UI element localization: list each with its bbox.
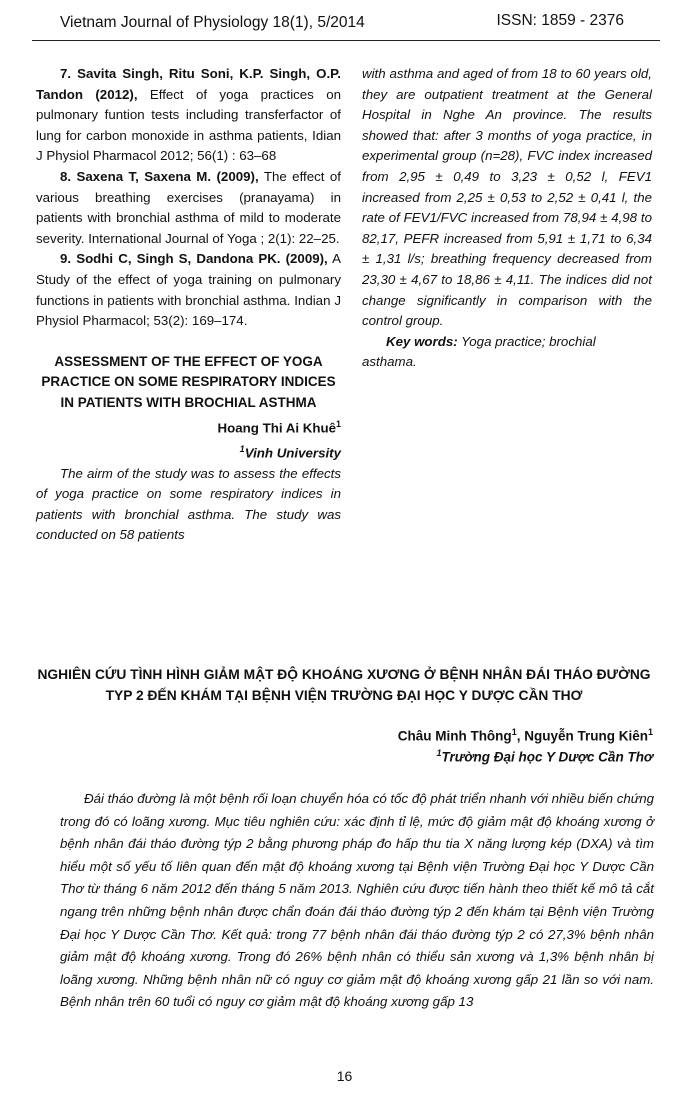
english-abstract-part2: with asthma and aged of from 18 to 60 years old, they are outpatient treatment at the General Hospital in Nghe An province. The results showed that: after 3 months of yoga practice, in experimental group (n=28), FVC index increased from 2,95 ± 0,49 to 3,23 ± 0,52 l, FEV1 increased from 2,25 ± 0,53 to 2,52 ± 0,41 l, the rate of FEV1/FVC increased from 78,94 ± 4,98 to 82,17, PEFR increased from 5,91 ± 1,71 to 6,34 ± 1,31 l/s; breathing frequency decreased from 23,30 ± 4,67 to 18,86 ± 4,11. The indices did not change significantly in comparison with the control group.: [362, 66, 652, 329]
left-column: [36, 64, 341, 546]
vietnamese-authors: Châu Minh Thông$^1$, Nguyễn Trung Kiên$^1$: [397, 727, 653, 744]
vietnamese-abstract: Đái tháo đường là một bệnh rối loạn chuyển hóa có tốc độ phát triển nhanh với nhiều biến chứng trong đó có loãng xương. Mục tiêu nghiên cứu: xác định tỉ lệ, mức độ giảm mật độ khoáng xương ở bệnh nhân đái tháo đường týp 2 bằng phương pháp đo hấp thu tia X năng lượng kép (DXA) và tìm hiểu một số yếu tố liên quan đến mật độ khoáng xương tại Bệnh viện Trường Đại học Y Dược Cần Thơ từ tháng 6 năm 2012 đến tháng 5 năm 2013. Nghiên cứu được tiến hành theo thiết kế mô tả cắt ngang trên những bệnh nhân được chẩn đoán đái tháo đường týp 2 đến khám tại Bệnh viện Trường Đại học Y Dược Cần Thơ. Kết quả: trong 77 bệnh nhân đái tháo đường týp 2 có 27,3% bệnh nhân giảm mật độ khoáng xương. Trong đó 26% bệnh nhân có thiểu sản xương và 1,3% bệnh nhân bị loãng xương. Những bệnh nhân nữ có nguy cơ giảm mật độ khoáng xương gấp 21 lần so với nam. Bệnh nhân trên 60 tuổi có nguy cơ giảm mật độ khoáng xương gấp 13: [60, 791, 654, 1010]
vietnamese-affiliation: $^1$Trường Đại học Y Dược Cần Thơ: [436, 748, 653, 765]
reference-text: The effect of various breathing exercises (pranayama) in patients with bronchial asthma of mild to moderate severity. International Journal of Yoga ; 2(1): 22–25.: [36, 168, 341, 246]
page-number: 16: [336, 1068, 353, 1084]
english-affiliation: $^1$Vinh University: [239, 443, 341, 460]
issn: ISSN: 1859 - 2376: [496, 12, 624, 29]
reference-authors: 8. Saxena T, Saxena M. (2009),: [60, 168, 259, 184]
journal-title: Vietnam Journal of Physiology 18(1), 5/2014: [60, 14, 365, 31]
reference-text: Effect of yoga practices on pulmonary funtion tests including transferfactor of lung for carbon monoxide in asthma patients, Idian J Physiol Pharmacol 2012; 56(1) : 63–68: [36, 86, 341, 164]
keywords-label: Key words:: [386, 333, 458, 349]
right-column: [362, 64, 652, 373]
vietnamese-article-title: NGHIÊN CỨU TÌNH HÌNH GIẢM MẬT ĐỘ KHOÁNG XƯƠNG Ở BỆNH NHÂN ĐÁI THÁO ĐƯỜNG TYP 2 ĐẾN KHÁM TẠI BỆNH VIỆN TRƯỜNG ĐẠI HỌC Y DƯỢC CẦN THƠ: [37, 667, 651, 703]
reference-text: A Study of the effect of yoga training on pulmonary functions in patients with bronchial asthma. Indian J Physiol Pharmacol; 53(2): 169–174.: [36, 251, 341, 329]
reference-item: [36, 249, 341, 331]
reference-item: [36, 167, 341, 249]
running-header: [32, 6, 660, 41]
reference-item: [36, 64, 341, 167]
keywords: [362, 332, 652, 373]
english-author: Hoang Thi Ai Khuê$^1$: [217, 418, 341, 435]
english-abstract-part1: The airm of the study was to assess the effects of yoga practice on some respiratory indices in patients with bronchial asthma. The study was conducted on 58 patients: [36, 465, 341, 543]
english-article-title: ASSESSMENT OF THE EFFECT OF YOGA PRACTICE ON SOME RESPIRATORY INDICES IN PATIENTS WITH BROCHIAL ASTHMA: [41, 353, 336, 410]
keywords-text: Yoga practice; brochial asthama.: [362, 333, 596, 370]
reference-authors: 9. Sodhi C, Singh S, Dandona PK. (2009),: [60, 251, 328, 267]
reference-authors: 7. Savita Singh, Ritu Soni, K.P. Singh, O.P. Tandon (2012),: [36, 66, 341, 102]
